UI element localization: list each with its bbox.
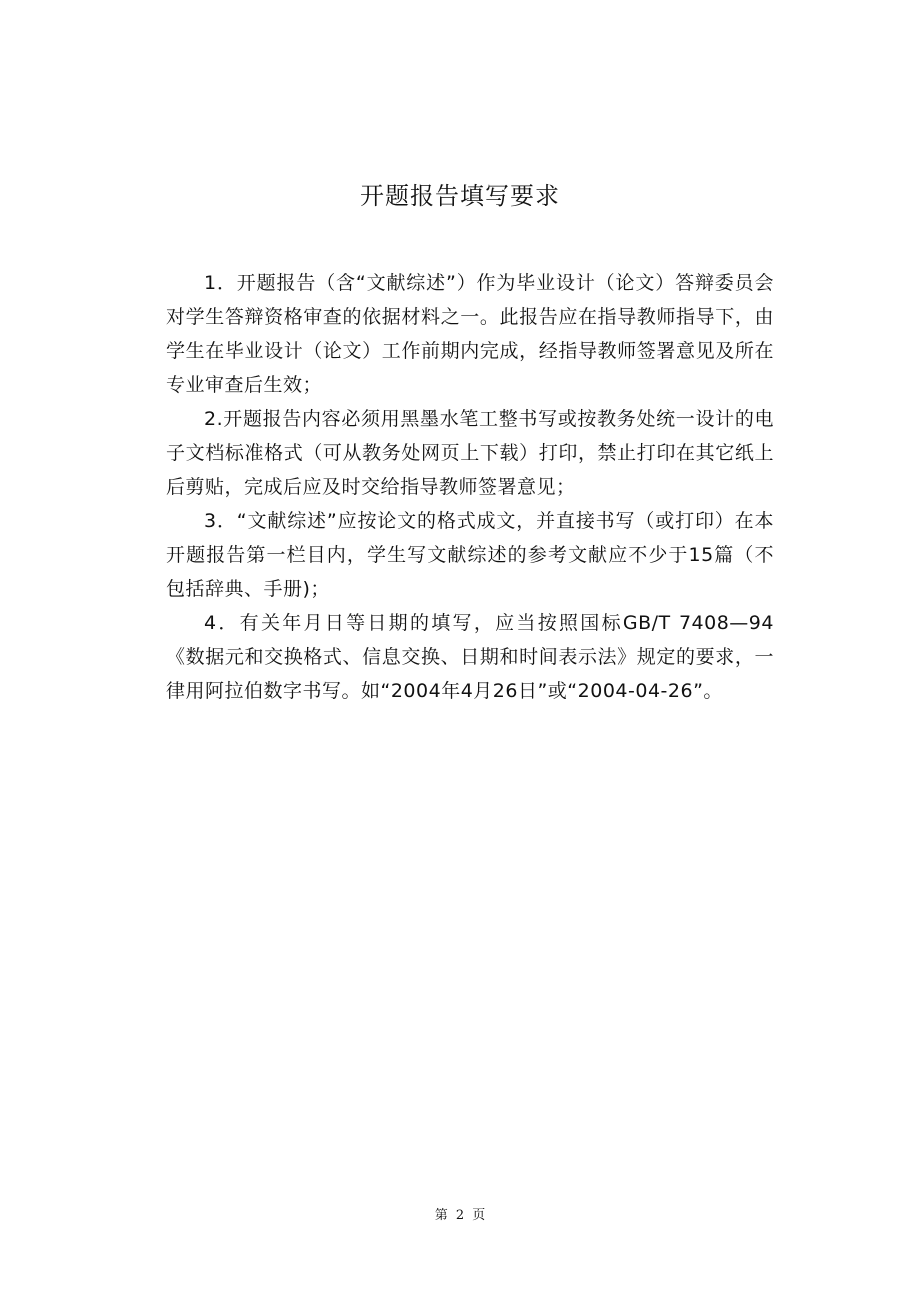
requirement-paragraph-3: 3．“文献综述”应按论文的格式成文，并直接书写（或打印）在本开题报告第一栏目内，学生写文献综述的参考文献应不少于15篇（不包括辞典、手册)；	[166, 510, 774, 600]
requirement-paragraph-2: 2.开题报告内容必须用黑墨水笔工整书写或按教务处统一设计的电子文档标准格式（可从教务处网页上下载）打印，禁止打印在其它纸上后剪贴，完成后应及时交给指导教师签署意见；	[166, 408, 774, 498]
requirements-list	[166, 266, 774, 708]
requirement-paragraph-4: 4．有关年月日等日期的填写，应当按照国标GB/T 7408—94《数据元和交换格式、信息交换、日期和时间表示法》规定的要求，一律用阿拉伯数字书写。如“2004年4月26日”或“2004-04-26”。	[166, 612, 774, 702]
requirement-paragraph-1: 1．开题报告（含“文献综述”）作为毕业设计（论文）答辩委员会对学生答辩资格审查的依据材料之一。此报告应在指导教师指导下，由学生在毕业设计（论文）工作前期内完成，经指导教师签署意见及所在专业审查后生效；	[166, 272, 774, 396]
page-number: 第 2 页	[434, 1208, 486, 1223]
page-title: 开题报告填写要求	[360, 182, 560, 210]
